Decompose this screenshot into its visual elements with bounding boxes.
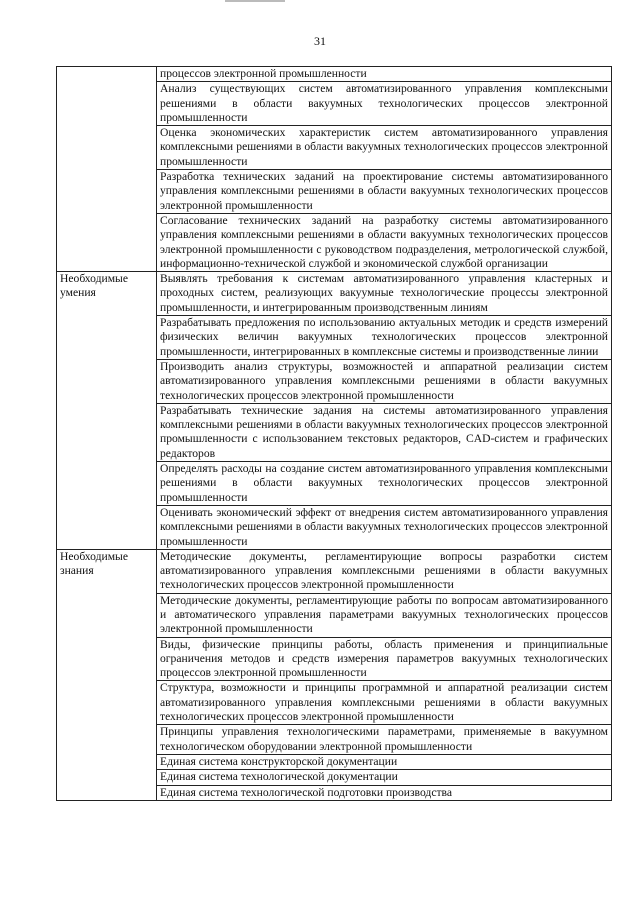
table-cell: Принципы управления технологическими параметрами, применяемые в вакуумном технологическом оборудовании электронной промышленности: [157, 725, 612, 755]
table-cell: Производить анализ структуры, возможностей и аппаратной реализации систем автоматизированного управления комплексными решениями в области вакуумных технологических процессов электронной промышленности: [157, 359, 612, 403]
table-cell: Единая система технологической подготовки производства: [157, 785, 612, 800]
table-cell: Выявлять требования к системам автоматизированного управления кластерных и проходных систем, реализующих вакуумные технологические процессы электронной промышленности, и интегрированным производственным линиям: [157, 272, 612, 316]
table-cell: Разрабатывать предложения по использованию актуальных методик и средств измерений физических величин вакуумных технологических процессов электронной промышленности, интегрированных в комплексные системы и производственные линии: [157, 316, 612, 360]
table-cell: Оценка экономических характеристик систем автоматизированного управления комплексными решениями в области вакуумных технологических процессов электронной промышленности: [157, 126, 612, 170]
table-row: [57, 272, 612, 316]
table-cell: Анализ существующих систем автоматизированного управления комплексными решениями в области вакуумных технологических процессов электронной промышленности: [157, 82, 612, 126]
page-number: 31: [314, 34, 326, 48]
group-label: [57, 67, 157, 272]
table-cell: Единая система технологической документации: [157, 770, 612, 785]
group-label-skills: Необходимые умения: [57, 272, 157, 550]
table-row: [57, 67, 612, 82]
table-cell: Определять расходы на создание систем автоматизированного управления комплексными решениями в области вакуумных технологических процессов электронной промышленности: [157, 462, 612, 506]
table-cell: процессов электронной промышленности: [157, 67, 612, 82]
table-cell: Разработка технических заданий на проектирование системы автоматизированного управления комплексными решениями в области вакуумных технологических процессов электронной промышленности: [157, 170, 612, 214]
table-cell: Виды, физические принципы работы, область применения и принципиальные ограничения методов и средств измерения параметров вакуумных технологических процессов электронной промышленности: [157, 637, 612, 681]
table-cell: Оценивать экономический эффект от внедрения систем автоматизированного управления комплексными решениями в области вакуумных технологических процессов электронной промышленности: [157, 505, 612, 549]
table-cell: Методические документы, регламентирующие работы по вопросам автоматизированного и автоматического управления параметрами вакуумных технологических процессов электронной промышленности: [157, 593, 612, 637]
competency-table: [56, 66, 612, 801]
group-label-knowledge: Необходимые знания: [57, 549, 157, 800]
table-cell: Единая система конструкторской документации: [157, 754, 612, 769]
table-cell: Согласование технических заданий на разработку системы автоматизированного управления комплексными решениями в области вакуумных технологических процессов электронной промышленности с руководством подразделения, метрологической службой, информационно-технической службой и экономической службой организации: [157, 213, 612, 271]
table-cell: Разрабатывать технические задания на системы автоматизированного управления комплексными решениями в области вакуумных технологических процессов электронной промышленности с использованием текстовых редакторов, CAD-систем и графических редакторов: [157, 403, 612, 461]
table-cell: Методические документы, регламентирующие вопросы разработки систем автоматизированного управления комплексными решениями в области вакуумных технологических процессов электронной промышленности: [157, 549, 612, 593]
table-row: [57, 549, 612, 593]
table-cell: Структура, возможности и принципы программной и аппаратной реализации систем автоматизированного управления комплексными решениями в области вакуумных технологических процессов электронной промышленности: [157, 681, 612, 725]
scan-edge-mark: [225, 0, 285, 2]
